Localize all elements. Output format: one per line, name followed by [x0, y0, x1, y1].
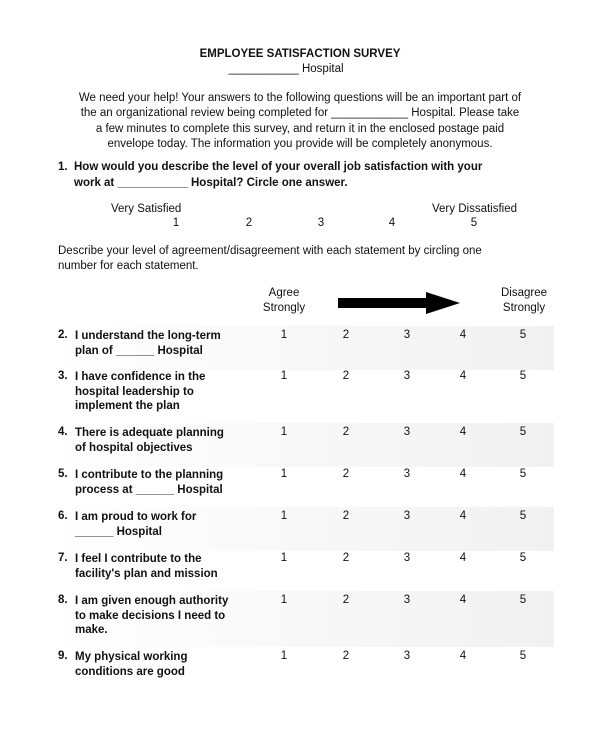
scale-option-1[interactable]: 1 — [172, 217, 180, 229]
statement-line: of hospital objectives — [75, 441, 193, 454]
header-line: Disagree — [500, 287, 548, 299]
statement-line: process at ______ Hospital — [75, 483, 223, 496]
statement-number: 6. — [58, 510, 68, 522]
scale-option-3[interactable]: 3 — [317, 217, 325, 229]
scale-option-5[interactable]: 5 — [470, 217, 478, 229]
option-4[interactable]: 4 — [459, 650, 467, 662]
option-5[interactable]: 5 — [519, 510, 527, 522]
statement-line: I feel I contribute to the — [75, 553, 202, 565]
scale-arrow-icon — [338, 292, 460, 314]
statement-line: hospital leadership to — [75, 385, 194, 398]
option-2[interactable]: 2 — [342, 370, 350, 382]
survey-subtitle: ___________ Hospital — [228, 63, 344, 75]
statement-row — [54, 647, 554, 691]
header-line: Strongly — [502, 302, 546, 314]
statement-row — [54, 591, 554, 647]
statement-line: I have confidence in the — [75, 371, 206, 383]
intro-line: We need your help! Your answers to the following questions will be an important part of — [78, 92, 522, 104]
option-1[interactable]: 1 — [280, 594, 288, 606]
option-3[interactable]: 3 — [403, 650, 411, 662]
statement-number: 4. — [58, 426, 68, 438]
option-5[interactable]: 5 — [519, 468, 527, 480]
header-line: Strongly — [262, 302, 306, 314]
option-2[interactable]: 2 — [342, 552, 350, 564]
statement-line: ______ Hospital — [75, 525, 162, 538]
agree-strongly-header — [244, 286, 324, 316]
option-2[interactable]: 2 — [342, 650, 350, 662]
intro-line: the an organizational review being completed for ____________ Hospital. Please take — [80, 107, 520, 120]
option-1[interactable]: 1 — [280, 468, 288, 480]
option-2[interactable]: 2 — [342, 468, 350, 480]
statement-number: 7. — [58, 552, 68, 564]
option-4[interactable]: 4 — [459, 594, 467, 606]
question-line: work at ___________ Hospital? Circle one answer. — [74, 176, 348, 189]
statement-row — [54, 326, 554, 370]
statement-row — [54, 367, 554, 423]
scale-left-label: Very Satisfied — [111, 203, 182, 215]
scale-option-2[interactable]: 2 — [245, 217, 253, 229]
option-2[interactable]: 2 — [342, 329, 350, 341]
statement-line: I contribute to the planning — [75, 469, 224, 481]
option-5[interactable]: 5 — [519, 650, 527, 662]
option-4[interactable]: 4 — [459, 468, 467, 480]
statement-number: 2. — [58, 329, 68, 341]
option-1[interactable]: 1 — [280, 510, 288, 522]
instructions-line: number for each statement. — [58, 260, 199, 273]
question-line: How would you describe the level of your overall job satisfaction with your — [74, 161, 483, 173]
statement-line: to make decisions I need to — [75, 609, 226, 622]
statement-line: I am proud to work for — [75, 511, 197, 523]
disagree-strongly-header — [484, 286, 564, 316]
statement-text — [75, 468, 223, 497]
statement-row — [54, 465, 554, 509]
statement-line: I understand the long-term — [75, 330, 221, 342]
intro-line: envelope today. The information you provide will be completely anonymous. — [107, 137, 493, 150]
statement-row — [54, 549, 554, 593]
instructions-line: Describe your level of agreement/disagreement with each statement by circling one — [58, 245, 482, 257]
option-4[interactable]: 4 — [459, 329, 467, 341]
statement-line: implement the plan — [75, 400, 180, 412]
option-3[interactable]: 3 — [403, 370, 411, 382]
statement-text — [75, 510, 196, 539]
statement-line: I am given enough authority — [75, 595, 229, 607]
option-3[interactable]: 3 — [403, 329, 411, 341]
statement-text — [75, 552, 218, 581]
option-4[interactable]: 4 — [459, 552, 467, 564]
statement-line: conditions are good — [75, 665, 185, 678]
intro-paragraph — [40, 91, 560, 152]
option-5[interactable]: 5 — [519, 370, 527, 382]
statement-text — [75, 370, 205, 414]
option-1[interactable]: 1 — [280, 650, 288, 662]
option-1[interactable]: 1 — [280, 426, 288, 438]
instructions — [58, 244, 482, 274]
option-3[interactable]: 3 — [403, 594, 411, 606]
option-5[interactable]: 5 — [519, 426, 527, 438]
option-1[interactable]: 1 — [280, 329, 288, 341]
option-5[interactable]: 5 — [519, 594, 527, 606]
statement-number: 5. — [58, 468, 68, 480]
option-3[interactable]: 3 — [403, 426, 411, 438]
statement-text — [75, 650, 187, 679]
option-5[interactable]: 5 — [519, 329, 527, 341]
statement-text — [75, 329, 221, 358]
option-1[interactable]: 1 — [280, 370, 288, 382]
option-2[interactable]: 2 — [342, 426, 350, 438]
statement-number: 9. — [58, 650, 68, 662]
option-3[interactable]: 3 — [403, 552, 411, 564]
statement-line: My physical working — [75, 651, 188, 663]
option-3[interactable]: 3 — [403, 510, 411, 522]
question-number: 1. — [58, 161, 68, 173]
option-2[interactable]: 2 — [342, 510, 350, 522]
option-4[interactable]: 4 — [459, 370, 467, 382]
scale-option-4[interactable]: 4 — [388, 217, 396, 229]
question-text — [74, 160, 482, 191]
statement-number: 8. — [58, 594, 68, 606]
statement-number: 3. — [58, 370, 68, 382]
statement-line: make. — [75, 624, 108, 636]
option-5[interactable]: 5 — [519, 552, 527, 564]
scale-right-label: Very Dissatisfied — [432, 203, 518, 215]
survey-title: EMPLOYEE SATISFACTION SURVEY — [199, 48, 401, 60]
statement-line: facility's plan and mission — [75, 567, 218, 580]
intro-line: a few minutes to complete this survey, and return it in the enclosed postage paid — [95, 122, 505, 135]
statement-row — [54, 507, 554, 551]
statement-text — [75, 426, 224, 455]
option-3[interactable]: 3 — [403, 468, 411, 480]
statement-line: plan of ______ Hospital — [75, 344, 203, 357]
statement-row — [54, 423, 554, 467]
option-4[interactable]: 4 — [459, 510, 467, 522]
option-1[interactable]: 1 — [280, 552, 288, 564]
statement-text — [75, 594, 228, 638]
option-2[interactable]: 2 — [342, 594, 350, 606]
option-4[interactable]: 4 — [459, 426, 467, 438]
header-line: Agree — [268, 287, 300, 299]
statement-line: There is adequate planning — [75, 427, 224, 439]
